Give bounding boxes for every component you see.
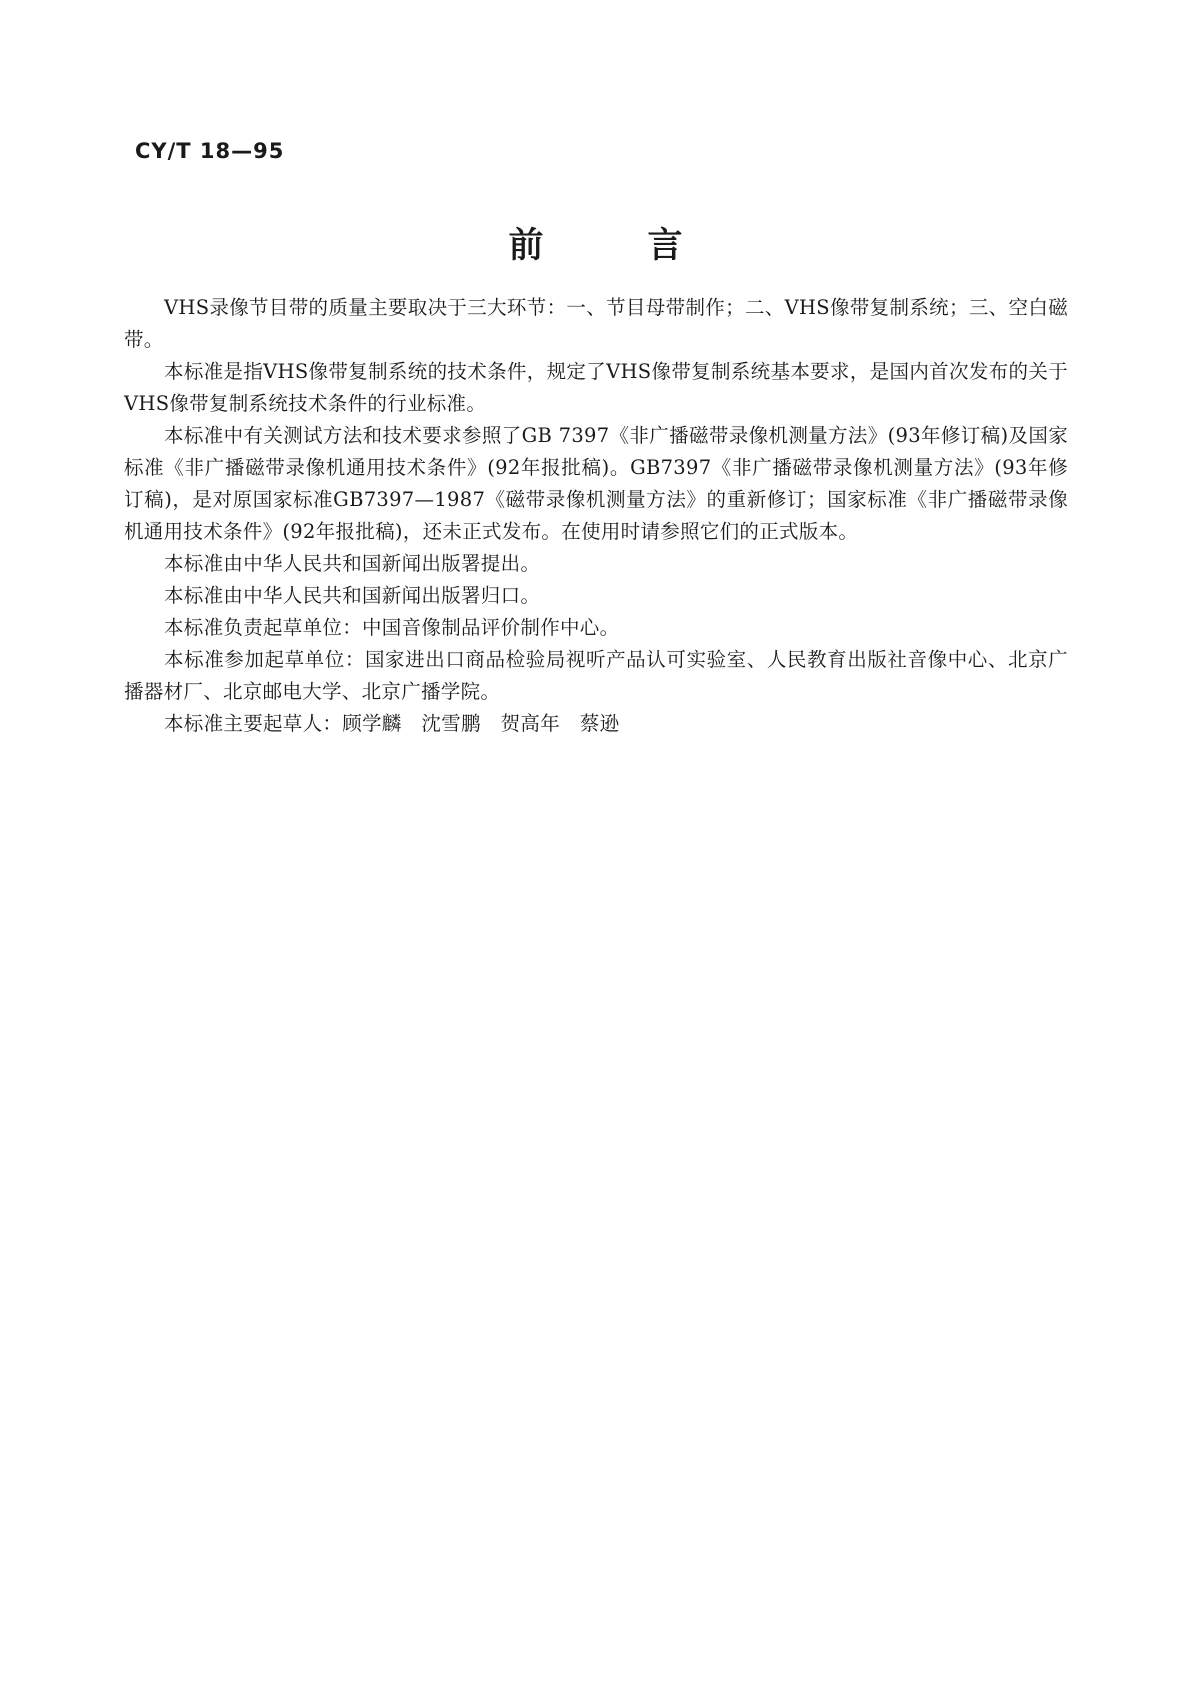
paragraph: 本标准参加起草单位：国家进出口商品检验局视听产品认可实验室、人民教育出版社音像中心、北京广播器材厂、北京邮电大学、北京广播学院。 [124,648,1068,703]
paragraph: VHS录像节目带的质量主要取决于三大环节：一、节目母带制作；二、VHS像带复制系统；三、空白磁带。 [124,296,1068,351]
page-title: 前言 [508,226,787,266]
paragraph: 本标准由中华人民共和国新闻出版署提出。 [164,552,541,575]
paragraph: 本标准中有关测试方法和技术要求参照了GB 7397《非广播磁带录像机测量方法》(93年修订稿)及国家标准《非广播磁带录像机通用技术条件》(92年报批稿)。GB7397《非广播磁带录像机测量方法》(93年修订稿)，是对原国家标准GB7397—1987《磁带录像机测量方法》的重新修订；国家标准《非广播磁带录像机通用技术条件》(92年报批稿)，还未正式发布。在使用时请参照它们的正式版本。 [124,424,1068,543]
paragraph: 本标准是指VHS像带复制系统的技术条件，规定了VHS像带复制系统基本要求，是国内首次发布的关于VHS像带复制系统技术条件的行业标准。 [124,360,1068,415]
paragraph: 本标准主要起草人：顾学麟 沈雪鹏 贺高年 蔡逊 [164,712,620,735]
body-text [124,292,1068,740]
paragraph: 本标准由中华人民共和国新闻出版署归口。 [164,584,541,607]
paragraph: 本标准负责起草单位：中国音像制品评价制作中心。 [164,616,620,639]
standard-code: CY/T 18—95 [135,139,285,163]
